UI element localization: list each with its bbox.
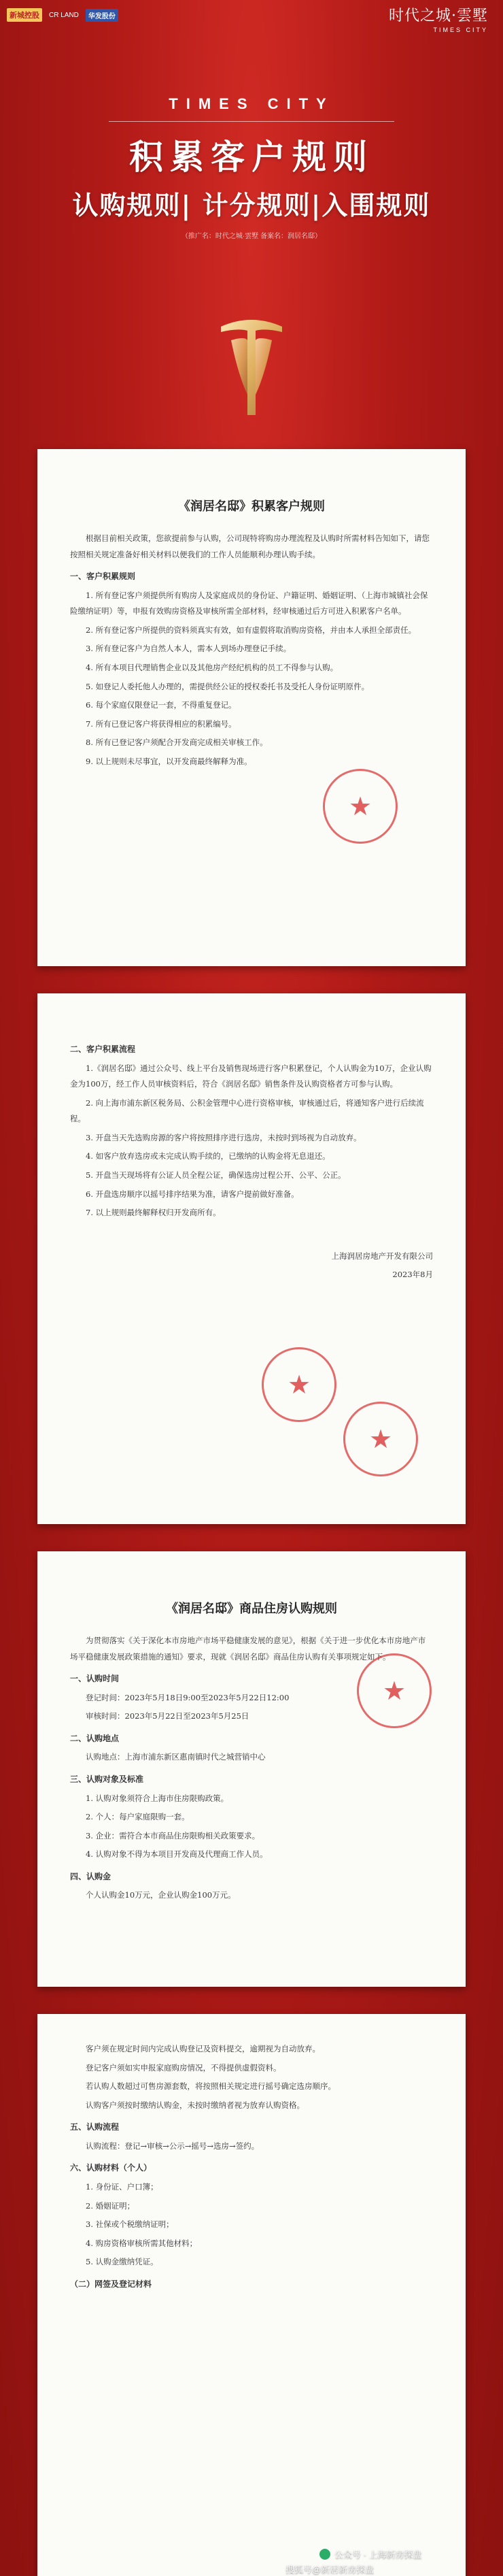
doc3-section-3: 三、认购对象及标准 <box>70 1774 144 1784</box>
doc3-item: 1. 认购对象须符合上海市住房限购政策。 <box>86 1793 229 1803</box>
wechat-icon <box>319 2549 330 2560</box>
doc2-item: 1.《润居名邸》通过公众号、线上平台及销售现场进行客户积累登记，个人认购金为10万，企业认购金为100万，经工作人员审核资料后，符合《润居名邸》销售条件及认购资格者方可参与认购。 <box>70 1063 432 1089</box>
document-page-2 <box>37 993 466 1524</box>
partner-logos <box>7 8 118 22</box>
hero-subtitle: 认购规则| 计分规则|入围规则 <box>72 190 431 220</box>
doc2-item: 2. 向上海市浦东新区税务局、公积金管理中心进行资格审核，审核通过后，将通知客户进行后续流程。 <box>70 1097 424 1124</box>
doc2-item: 6. 开盘选房顺序以摇号排序结果为准，请客户提前做好准备。 <box>86 1189 299 1199</box>
company-seal <box>323 769 398 844</box>
doc4-flow: 认购流程：登记→审核→公示→摇号→选房→签约。 <box>86 2141 260 2151</box>
doc2-item: 4. 如客户放弃选房或未完成认购手续的，已缴纳的认购金将无息退还。 <box>86 1151 330 1161</box>
doc2-sign-company: 上海润居房地产开发有限公司 <box>331 1251 433 1261</box>
t-emblem-icon <box>218 313 285 422</box>
brand-logo-1: 新城控股 <box>7 8 42 22</box>
header <box>0 0 503 82</box>
doc2-item: 5. 开盘当天现场将有公证人员全程公证，确保选房过程公开、公平、公正。 <box>86 1170 346 1180</box>
document-page-4 <box>37 2014 466 2576</box>
doc3-item: 4. 认购对象不得为本项目开发商及代理商工作人员。 <box>86 1849 268 1860</box>
project-logo <box>389 4 488 33</box>
doc4-item: 认购客户须按时缴纳认购金，未按时缴纳者视为放弃认购资格。 <box>86 2100 305 2110</box>
document-page-3 <box>37 1551 466 1987</box>
doc3-item: 2. 个人：每户家庭限购一套。 <box>86 1812 190 1822</box>
doc1-item: 2. 所有登记客户所提供的资料须真实有效，如有虚假将取消购房资格，并由本人承担全部责任。 <box>86 625 417 635</box>
doc3-time-1: 登记时间：2023年5月18日9:00至2023年5月22日12:00 <box>86 1692 290 1702</box>
doc4-item: 登记客户须如实申报家庭购房情况，不得提供虚假资料。 <box>86 2062 281 2073</box>
seal-star-icon: ★ <box>368 1424 393 1454</box>
doc1-intro: 根据目前相关政策，您欲提前参与认购，公司现特将购房办理流程及认购时所需材料告知如下，请您按照相关规定准备好相关材料以便我们的工作人员能顺利办理认购手续。 <box>70 533 430 559</box>
doc1-item: 5. 如登记人委托他人办理的，需提供经公证的授权委托书及受托人身份证明原件。 <box>86 681 370 691</box>
brand-logo-2: 华发股份 <box>86 9 118 22</box>
doc1-item: 8. 所有已登记客户须配合开发商完成相关审核工作。 <box>86 738 268 748</box>
company-seal-2 <box>343 1402 418 1476</box>
doc2-item: 7. 以上规则最终解释权归开发商所有。 <box>86 1208 221 1218</box>
doc1-item: 9. 以上规则未尽事宜，以开发商最终解释为准。 <box>86 756 252 766</box>
doc1-item: 7. 所有已登记客户将获得相应的积累编号。 <box>86 719 237 729</box>
doc3-time-2: 审核时间：2023年5月22日至2023年5月25日 <box>86 1711 249 1721</box>
doc3-place: 认购地点：上海市浦东新区惠南镇时代之城营销中心 <box>86 1752 266 1762</box>
doc1-section-1: 一、客户积累规则 <box>70 572 136 582</box>
hero <box>0 95 503 240</box>
doc3-title: 《润居名邸》商品住房认购规则 <box>166 1602 337 1616</box>
doc3-item: 3. 企业：需符合本市商品住房限购相关政策要求。 <box>86 1830 260 1840</box>
doc4-material: 4. 购房资格审核所需其他材料； <box>86 2238 198 2248</box>
project-logo-cn: 时代之城·雲墅 <box>389 7 488 24</box>
document-page-1 <box>37 449 466 966</box>
hero-en-title: TIMES CITY <box>169 95 334 112</box>
doc1-item: 3. 所有登记客户为自然人本人，需本人到场办理登记手续。 <box>86 644 292 654</box>
hero-title: 积累客户规则 <box>129 137 374 177</box>
doc4-material: 2. 婚姻证明； <box>86 2200 135 2211</box>
doc4-material: 1. 身份证、户口簿； <box>86 2182 158 2192</box>
doc1-item: 4. 所有本项目代理销售企业以及其他房产经纪机构的员工不得参与认购。 <box>86 662 339 672</box>
doc4-section-7: （二）网签及登记材料 <box>70 2279 152 2289</box>
doc4-material: 3. 社保或个税缴纳证明； <box>86 2219 174 2230</box>
brand-logo-1-sub: CR LAND <box>49 11 79 19</box>
doc4-item: 客户须在规定时间内完成认购登记及资料提交，逾期视为自动放弃。 <box>86 2044 320 2053</box>
doc3-intro: 为贯彻落实《关于深化本市房地产市场平稳健康发展的意见》，根据《关于进一步优化本市房地产市场平稳健康发展政策措施的通知》要求，现就《润居名邸》商品住房认购有关事项规定如下。 <box>70 1636 426 1662</box>
seal-star-icon: ★ <box>287 1370 311 1400</box>
company-seal <box>262 1347 336 1422</box>
sohu-watermark: 搜狐号@新居新房探盘 <box>285 2564 375 2575</box>
doc3-section-1: 一、认购时间 <box>70 1674 120 1684</box>
doc2-item: 3. 开盘当天先选购房源的客户将按照排序进行选房，未按时到场视为自动放弃。 <box>86 1132 362 1142</box>
doc4-section-5: 五、认购流程 <box>70 2122 120 2132</box>
doc2-sign-date: 2023年8月 <box>392 1270 433 1280</box>
hero-caption: （推广名：时代之城·雲墅 备案名：润居名邸） <box>181 233 322 240</box>
seal-star-icon: ★ <box>382 1676 406 1706</box>
project-logo-en: TIMES CITY <box>433 27 488 33</box>
hero-divider <box>109 121 394 122</box>
company-seal <box>357 1653 432 1728</box>
doc4-item: 若认购人数超过可售房源套数，将按照相关规定进行摇号确定选房顺序。 <box>86 2081 336 2092</box>
doc1-item: 6. 每个家庭仅限登记一套，不得重复登记。 <box>86 700 237 710</box>
doc4-section-6: 六、认购材料（个人） <box>70 2163 152 2173</box>
doc1-item: 1. 所有登记客户须提供所有购房人及家庭成员的身份证、户籍证明、婚姻证明、（上海市城镇社会保险缴纳证明）等，申报有效购房资格及审核所需全部材料，经审核通过后方可进入积累客户名单。 <box>70 590 428 616</box>
doc2-section: 二、客户积累流程 <box>70 1044 136 1054</box>
doc1-title: 《润居名邸》积累客户规则 <box>178 499 325 514</box>
doc4-material: 5. 认购金缴纳凭证。 <box>86 2257 158 2267</box>
wechat-watermark <box>319 2547 422 2560</box>
seal-star-icon: ★ <box>348 791 372 821</box>
doc3-deposit: 个人认购金10万元，企业认购金100万元。 <box>86 1890 236 1900</box>
wechat-watermark-text: 公众号 · 上海新房探盘 <box>334 2549 422 2560</box>
doc3-section-2: 二、认购地点 <box>70 1733 120 1743</box>
doc3-section-4: 四、认购金 <box>70 1871 111 1881</box>
